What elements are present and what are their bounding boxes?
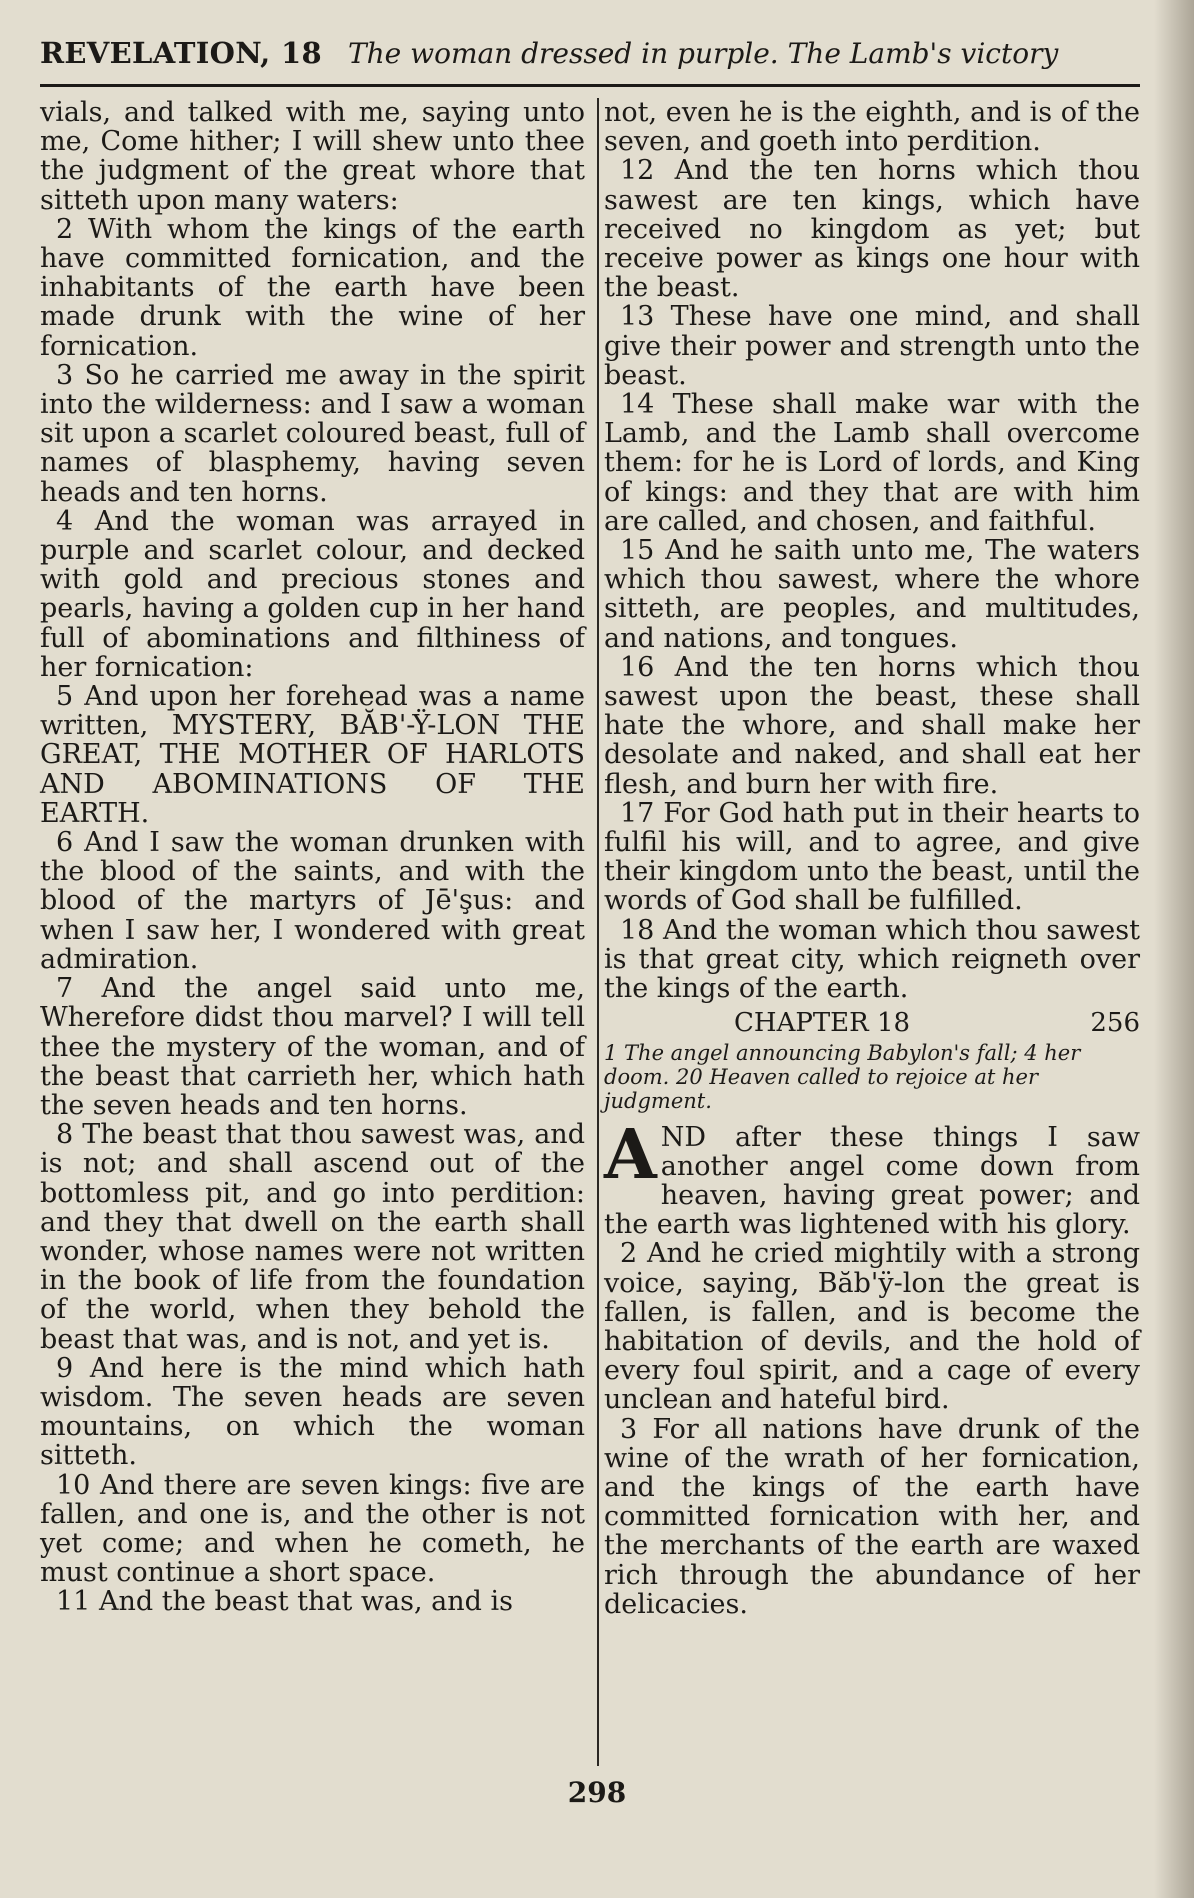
verse: 11 And the beast that was, and is [56, 1586, 513, 1618]
verse-number: 4 [56, 505, 74, 537]
verse: vials, and talked with me, saying unto me, Come hither; I will shew unto thee the judgment of the great whore that sitteth upon many waters: [40, 97, 585, 216]
verse: 2 And he cried mightily with a strong voice, saying, Băb'ÿ-lon the great is fallen, is fallen, and is become the habitation of devils, and the hold of every foul spirit, and a cage of every unclean and hateful bird. [604, 1238, 1140, 1416]
verse-number: 16 [620, 651, 655, 683]
verse: 14 These shall make war with the Lamb, and the Lamb shall overcome them: for he is Lord of lords, and King of kings: and they that are with him are called, and chosen, and faithful. [604, 389, 1140, 537]
verse-number: 2 [620, 1238, 638, 1270]
running-header [40, 36, 1140, 82]
book-chapter-heading: REVELATION, 18 [40, 36, 322, 70]
verse-number: 11 [56, 1586, 91, 1618]
verse-number: 12 [620, 155, 655, 187]
verse-number: 10 [56, 1469, 91, 1501]
chapter-heading [604, 1009, 1140, 1038]
drop-cap: A [604, 1114, 657, 1195]
page-topic: The woman dressed in purple. The Lamb's victory [347, 37, 1059, 70]
verse: 6 And I saw the woman drunken with the blood of the saints, and with the blood of the martyrs of Jē'şus: and when I saw her, I wondered with great admiration. [40, 827, 585, 975]
verse: AND after these things I saw another angel come down from heaven, having great power; and the earth was lightened with his glory. [604, 1114, 1140, 1241]
verse: 16 And the ten horns which thou sawest upon the beast, these shall hate the whore, and shall make her desolate and naked, and shall eat her flesh, and burn her with fire. [604, 651, 1140, 800]
verse-number: 2 [56, 213, 74, 245]
verse-number: 3 [620, 1413, 638, 1445]
header-rule [40, 84, 1140, 87]
left-column [40, 98, 585, 1617]
verse: 10 And there are seven kings: five are fallen, and one is, and the other is not yet come; and when he cometh, he must continue a short space. [40, 1469, 585, 1589]
verse-number: 17 [620, 797, 655, 829]
verse-number: 7 [56, 973, 74, 1005]
verse-number: 14 [620, 389, 655, 421]
verse: 3 For all nations have drunk of the wine of the wrath of her fornication, and the kings of the earth have committed fornication with her, and the merchants of the earth are waxed rich through the abundance of her delicacies. [604, 1413, 1140, 1620]
verse-number: 9 [56, 1352, 74, 1384]
verse: 3 So he carried me away in the spirit into the wilderness: and I saw a woman sit upon a scarlet coloured beast, full of names of blasphemy, having seven heads and ten horns. [40, 359, 585, 508]
verse-number: 6 [56, 827, 74, 859]
verse-number: 8 [56, 1119, 74, 1151]
verse: 18 And the woman which thou sawest is that great city, which reigneth over the kings of the earth. [604, 914, 1140, 1005]
chapter-number: 256 [1090, 1008, 1140, 1039]
verse: 8 The beast that thou sawest was, and is not; and shall ascend out of the bottomless pit, and go into perdition: and they that dwell on the earth shall wonder, whose names were not written in the book of life from the foundation of the world, when they behold the beast that was, and is not, and yet is. [40, 1119, 585, 1355]
verse: 2 With whom the kings of the earth have committed fornication, and the inhabitants of the earth have been made drunk with the wine of her fornication. [40, 213, 585, 362]
verse-number: 13 [620, 301, 655, 333]
verse: 12 And the ten horns which thou sawest are ten kings, which have received no kingdom as yet; but receive power as kings one hour with the beast. [604, 155, 1140, 304]
verse: 15 And he saith unto me, The waters which thou sawest, where the whore sitteth, are peoples, and multitudes, and nations, and tongues. [604, 535, 1140, 654]
right-column [604, 98, 1140, 1619]
verse: 17 For God hath put in their hearts to fulfil his will, and to agree, and give their kingdom unto the beast, until the words of God shall be fulfilled. [604, 797, 1140, 917]
verse-number: 3 [56, 359, 74, 391]
verse: not, even he is the eighth, and is of the seven, and goeth into perdition. [604, 97, 1140, 158]
chapter-synopsis: 1 The angel announcing Babylon's fall; 4 her doom. 20 Heaven called to rejoice at her judgment. [604, 1040, 1081, 1113]
column-divider [597, 98, 599, 1766]
verse: 5 And upon her forehead was a name written, MYSTERY, BĂB'-Ÿ-LON THE GREAT, THE MOTHER OF HARLOTS AND ABOMINATIONS OF THE EARTH. [40, 681, 585, 829]
page-gutter-shadow [1154, 0, 1194, 1898]
verse: 13 These have one mind, and shall give their power and strength unto the beast. [604, 301, 1140, 391]
page-number: 298 [567, 1776, 627, 1809]
verse-number: 18 [620, 914, 655, 946]
verse-number: 15 [620, 535, 655, 567]
verse: 9 And here is the mind which hath wisdom. The seven heads are seven mountains, on which the woman sitteth. [40, 1352, 585, 1472]
verse-number: 5 [56, 681, 74, 713]
verse: 4 And the woman was arrayed in purple and scarlet colour, and decked with gold and precious stones and pearls, having a golden cup in her hand full of abominations and filthiness of her fornication: [40, 505, 585, 683]
verse: 7 And the angel said unto me, Wherefore didst thou marvel? I will tell thee the mystery of the woman, and of the beast that carrieth her, which hath the seven heads and ten horns. [40, 973, 585, 1121]
chapter-title: CHAPTER 18 [734, 1008, 911, 1039]
